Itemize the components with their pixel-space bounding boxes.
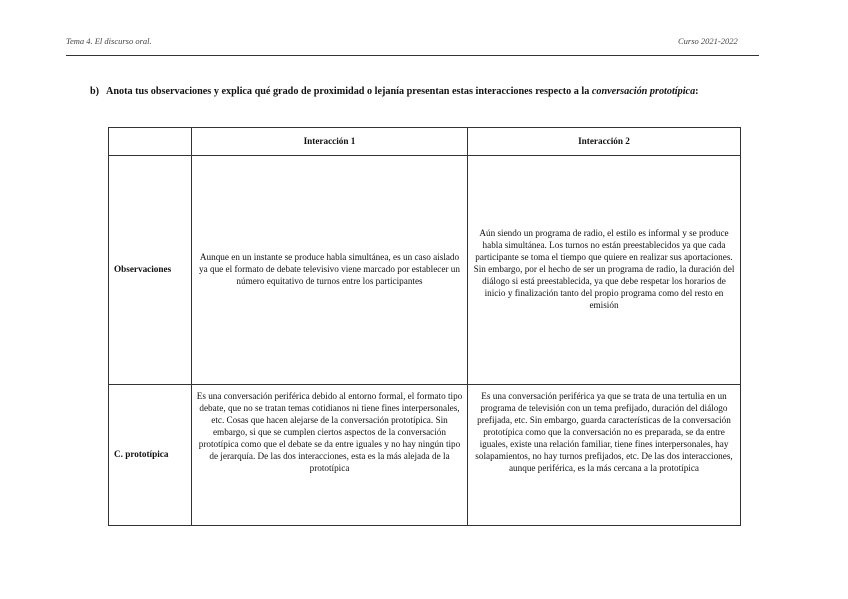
cell-observaciones-interaccion-2: Aún siendo un programa de radio, el estilo es informal y se produce habla simultánea. Los turnos no están preestablecidos ya que cada participante se toma el tiempo que quiere en realizar sus aportaciones. Sin embargo, por el hecho de ser un programa de radio, la duración del diálogo si está preestablecida, ya que debe respetar los horarios de inicio y finalización tanto del propio programa como del resto en emisión bbox=[468, 156, 741, 385]
header-divider bbox=[66, 55, 759, 56]
question-text-block bbox=[106, 86, 780, 99]
cell-prototipica-interaccion-2: Es una conversación periférica ya que se trata de una tertulia en un programa de televisión con un tema prefijado, duración del diálogo prefijada, etc. Sin embargo, guarda características de la conversación prototípica como que la conversación no es preparada, se da entre iguales, existe una relación familiar, tiene fines interpersonales, hay solapamientos, no hay turnos prefijados, etc. De las dos interacciones, aunque periférica, es la más cercana a la prototípica bbox=[468, 385, 741, 526]
header-empty-cell bbox=[109, 128, 192, 156]
table-row-observaciones bbox=[109, 156, 741, 385]
cell-prototipica-interaccion-1: Es una conversación periférica debido al entorno formal, el formato tipo debate, que no se tratan temas cotidianos ni tiene fines interpersonales, etc. Cosas que hacen alejarse de la conversación prototípica. Sin embargo, si que se cumplen ciertos aspectos de la conversación prototípica como que el debate se da entre iguales y no hay ningún tipo de jerarquía. De las dos interacciones, esta es la más alejada de la prototípica bbox=[192, 385, 468, 526]
header-interaccion-2: Interacción 2 bbox=[468, 128, 741, 156]
row-label-observaciones: Observaciones bbox=[109, 156, 192, 385]
table-header-row bbox=[109, 128, 741, 156]
cell-observaciones-interaccion-1: Aunque en un instante se produce habla simultánea, es un caso aislado ya que el formato de debate televisivo viene marcado por establecer un número equitativo de turnos entre los participantes bbox=[192, 156, 468, 385]
header-course-year: Curso 2021-2022 bbox=[678, 36, 738, 46]
header-course-topic: Tema 4. El discurso oral. bbox=[66, 36, 152, 46]
question-marker: b) bbox=[90, 86, 100, 97]
row-label-prototipica: C. prototípica bbox=[109, 385, 192, 526]
question-b bbox=[90, 86, 780, 99]
table-row-prototipica bbox=[109, 385, 741, 526]
question-emphasis: conversación prototípica bbox=[591, 86, 696, 97]
question-text: Anota tus observaciones y explica qué grado de proximidad o lejanía presentan estas interacciones respecto a la bbox=[106, 86, 592, 97]
question-suffix: : bbox=[695, 86, 699, 97]
observations-table bbox=[108, 127, 741, 526]
header-interaccion-1: Interacción 1 bbox=[192, 128, 468, 156]
